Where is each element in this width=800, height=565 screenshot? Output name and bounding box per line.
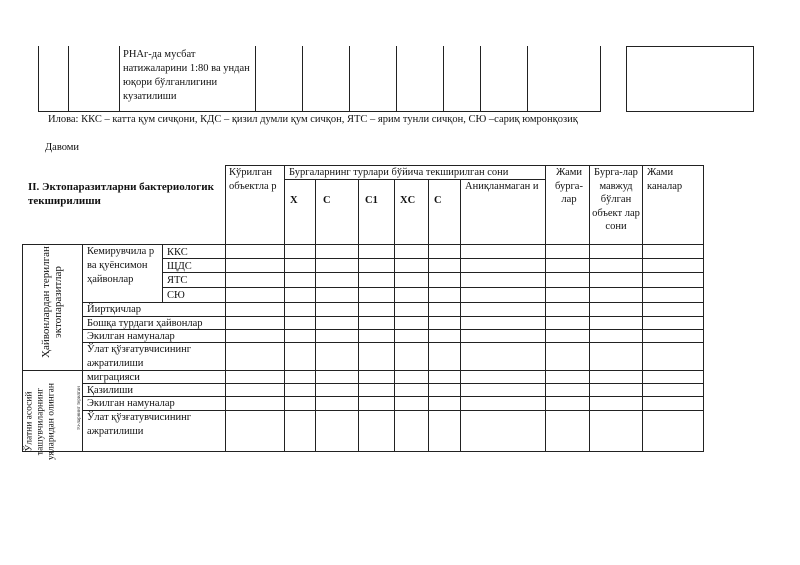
row-dug: Қазилиши <box>87 385 133 396</box>
header-col-xc: XC <box>400 195 416 206</box>
row-hotbed-1: Ўлат қўзғатувчисининг ажратилиши <box>87 344 192 369</box>
header-total-channels: Жами каналар <box>647 167 683 192</box>
header-col-c: C <box>323 195 331 206</box>
header-col-x: X <box>290 195 298 206</box>
header-col-c1: C1 <box>365 195 378 206</box>
species-shds: ЩДС <box>167 261 192 272</box>
row-collected-2: Экилган намуналар <box>87 398 175 409</box>
section-title: II. Эктопаразитларни бактериологик текширилиши <box>28 181 214 207</box>
row-predators: Йиртқичлар <box>87 304 142 315</box>
top-table-cell-text: РНАг-да мусбат натижаларини 1:80 ва ундан юқори бўлганлигини кузатилиши <box>123 49 250 102</box>
row-collected-1: Экилган намуналар <box>87 331 175 342</box>
header-undetermined: Аниқланмаган и <box>465 181 539 192</box>
header-flea-types: Бургаларнинг турлари бўйича текширилган сони <box>289 167 509 178</box>
continuation-label: Давоми <box>45 142 80 153</box>
row-migration: миграцияси <box>87 372 140 383</box>
header-total-fleas: Жами бурга-лар <box>555 167 583 205</box>
group2-label: Ўлатни асосий ташувчиларнинг уяларидан олинган <box>24 383 57 460</box>
group2-label-small: тч-ларнинг терилган <box>77 386 82 430</box>
header-inspected-objects: Кўрилган объектла р <box>229 167 277 192</box>
row-hotbed-2: Ўлат қўзғатувчисининг ажратилиши <box>87 412 192 437</box>
row-other-animals: Бошқа турдаги ҳайвонлар <box>87 318 203 329</box>
header-col-c2: C <box>434 195 442 206</box>
rodents-label: Кемирувчила р ва қуёнсимон ҳайвонлар <box>87 246 155 285</box>
header-flea-objects: Бурга-лар мавжуд бўлган объект лар сони <box>592 167 640 232</box>
species-kks: ККС <box>167 247 188 258</box>
group1-label: Ҳайвонлардан терилган эктопаразитлар <box>40 246 64 358</box>
legend-note: Илова: ККС – катта қум сичқони, КДС – қизил думли қум сичқон, ЯТС – ярим тунли сичқон, СЮ –сариқ юмронқозиқ <box>48 114 578 125</box>
species-syu: СЮ <box>167 290 185 301</box>
species-yats: ЯТС <box>167 275 188 286</box>
